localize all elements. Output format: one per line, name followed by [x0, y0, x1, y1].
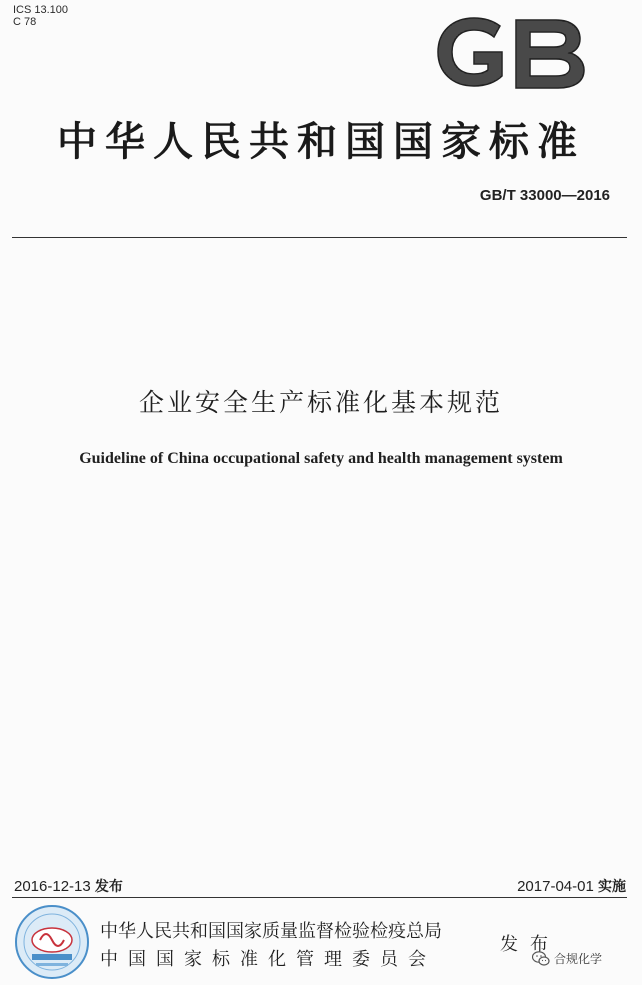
ccs-code: C 78: [13, 16, 37, 28]
standard-number: GB/T 33000—2016: [479, 187, 610, 204]
header-divider: [12, 237, 627, 238]
issue-date-value: 2016-12-13: [14, 878, 91, 895]
implementation-date: [517, 876, 626, 896]
watermark-text: 合规化学: [554, 952, 603, 966]
anti-counterfeit-seal-icon: [14, 904, 90, 980]
implementation-date-value: 2017-04-01: [517, 878, 594, 895]
issue-date-label: 发布: [94, 879, 123, 895]
gb-logo-icon: [430, 12, 590, 92]
ics-code: ICS 13.100: [13, 4, 69, 16]
document-title-zh: 企业安全生产标准化基本规范: [138, 388, 503, 417]
classification-codes: [13, 4, 68, 28]
footer-divider: [12, 897, 627, 898]
issue-date: [14, 876, 123, 896]
standard-type-title: 中华人民共和国国家标准: [57, 119, 585, 165]
authority-aqsiq: 中华人民共和国国家质量监督检验检疫总局: [100, 921, 442, 942]
watermark: [532, 950, 602, 967]
publish-label: 发布: [500, 934, 560, 955]
document-title-en: Guideline of China occupational safety and health management system: [79, 450, 563, 467]
authority-sac: 中国国家标准化管理委员会: [100, 949, 436, 970]
implementation-date-label: 实施: [598, 879, 626, 895]
wechat-icon: [532, 951, 550, 967]
